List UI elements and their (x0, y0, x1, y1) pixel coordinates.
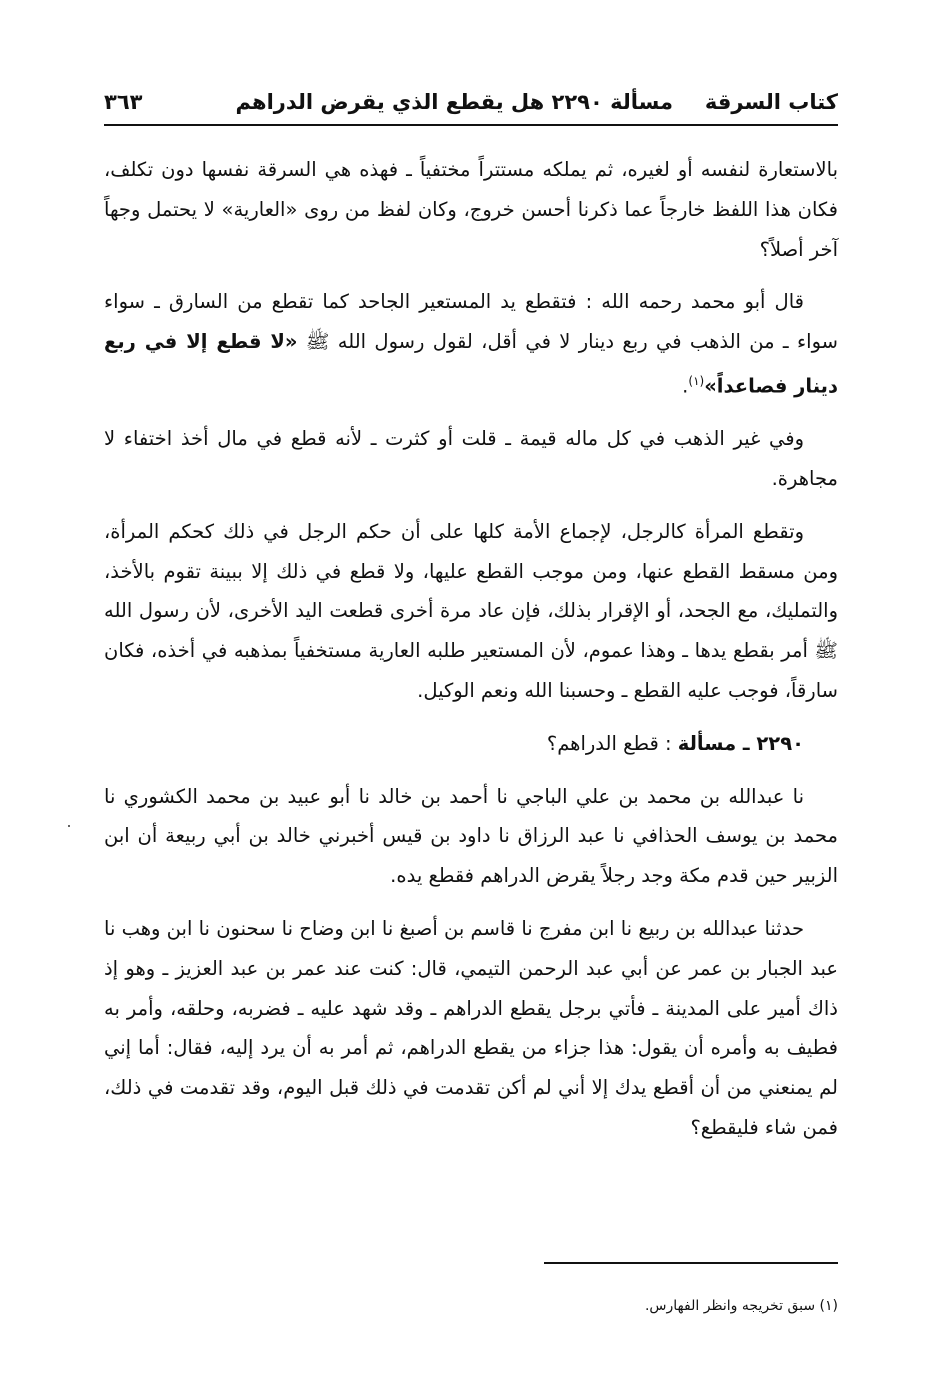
paragraph-5: نا عبدالله بن محمد بن علي الباجي نا أحمد بن خالد نا أبو عبيد بن محمد الكشوري نا محمد بن يوسف الحذافي نا عبد الرزاق نا داود بن قيس أخبرني خالد بن أبي ربيعة أن ابن الزبير حين قدم مكة وجد رجلاً يقرض الدراهم فقطع يده. (104, 784, 838, 888)
footnote-ref: (١) (688, 373, 705, 388)
page-number: ٣٦٣ (104, 90, 143, 114)
paragraph-2-end: . (682, 374, 689, 398)
main-text (104, 150, 838, 1161)
page-speck (68, 825, 70, 827)
issue-heading (104, 724, 838, 764)
issue-title-text: : قطع الدراهم؟ (546, 731, 678, 755)
paragraph-2-text: قال أبو محمد رحمه الله : فتقطع يد المستعير الجاحد كما تقطع من السارق ـ سواء سواء ـ من الذهب في ربع دينار لا في أقل، لقول رسول الله ﷺ (104, 290, 838, 354)
paragraph-6: حدثنا عبدالله بن ربيع نا ابن مفرج نا قاسم بن أصبغ نا ابن وضاح نا سحنون نا ابن وهب نا عبد الجبار بن عمر عن أبي عبد الرحمن التيمي، قال: كنت عند عمر بن عبد العزيز ـ وهو إذ ذاك أمير على المدينة ـ فأتي برجل يقطع الدراهم ـ وقد شهد عليه ـ فضربه، وحلقه، وأمر به فطيف به وأمره أن يقول: هذا جزاء من يقطع الدراهم، ثم أمر به أن يرد إليه، فقال: أما إني لم يمنعني من أن أقطع يدك إلا أني لم أكن تقدمت في ذلك قبل اليوم، وقد تقدمت في ذلك، فمن شاء فليقطع؟ (104, 917, 838, 1140)
footnote-divider (544, 1262, 838, 1264)
issue-title: مسألة ٢٢٩٠ هل يقطع الذي يقرض الدراهم (235, 90, 673, 114)
book-title: كتاب السرقة (704, 90, 838, 114)
paragraph-2 (104, 282, 838, 406)
hadith-quote: «لا قطع إلا في ربع دينار فصاعداً» (104, 330, 838, 398)
issue-number: ٢٢٩٠ ـ مسألة (677, 731, 804, 755)
paragraph-3: وفي غير الذهب في كل ماله قيمة ـ قلت أو كثرت ـ لأنه قطع في مال أخذ اختفاء لا مجاهرة. (104, 427, 838, 491)
running-header (104, 84, 838, 126)
paragraph-4: وتقطع المرأة كالرجل، لإجماع الأمة كلها على أن حكم الرجل في ذلك كحكم المرأة، ومن مسقط القطع عنها، ومن موجب القطع عليها، ولا قطع في ذلك إلا ببينة تقوم بالأخذ، والتمليك، مع الجحد، أو الإقرار بذلك، فإن عاد مرة أخرى قطعت اليد الأخرى، لأن رسول الله ﷺ أمر بقطع يدها ـ وهذا عموم، لأن المستعير طلبه العارية مستخفياً بمذهبه في أخذه، فكان سارقاً، فوجب عليه القطع ـ وحسبنا الله ونعم الوكيل. (104, 519, 838, 703)
paragraph-1: بالاستعارة لنفسه أو لغيره، ثم يملكه مستتراً مختفياً ـ فهذه هي السرقة نفسها دون تكلف، فكان هذا اللفظ خارجاً عما ذكرنا أحسن خروج، وكان لفظ من روى «العارية» لا يحتمل وجهاً آخر أصلاً؟ (104, 158, 838, 261)
footnote: (١) سبق تخريجه وانظر الفهارس. (644, 1298, 838, 1314)
